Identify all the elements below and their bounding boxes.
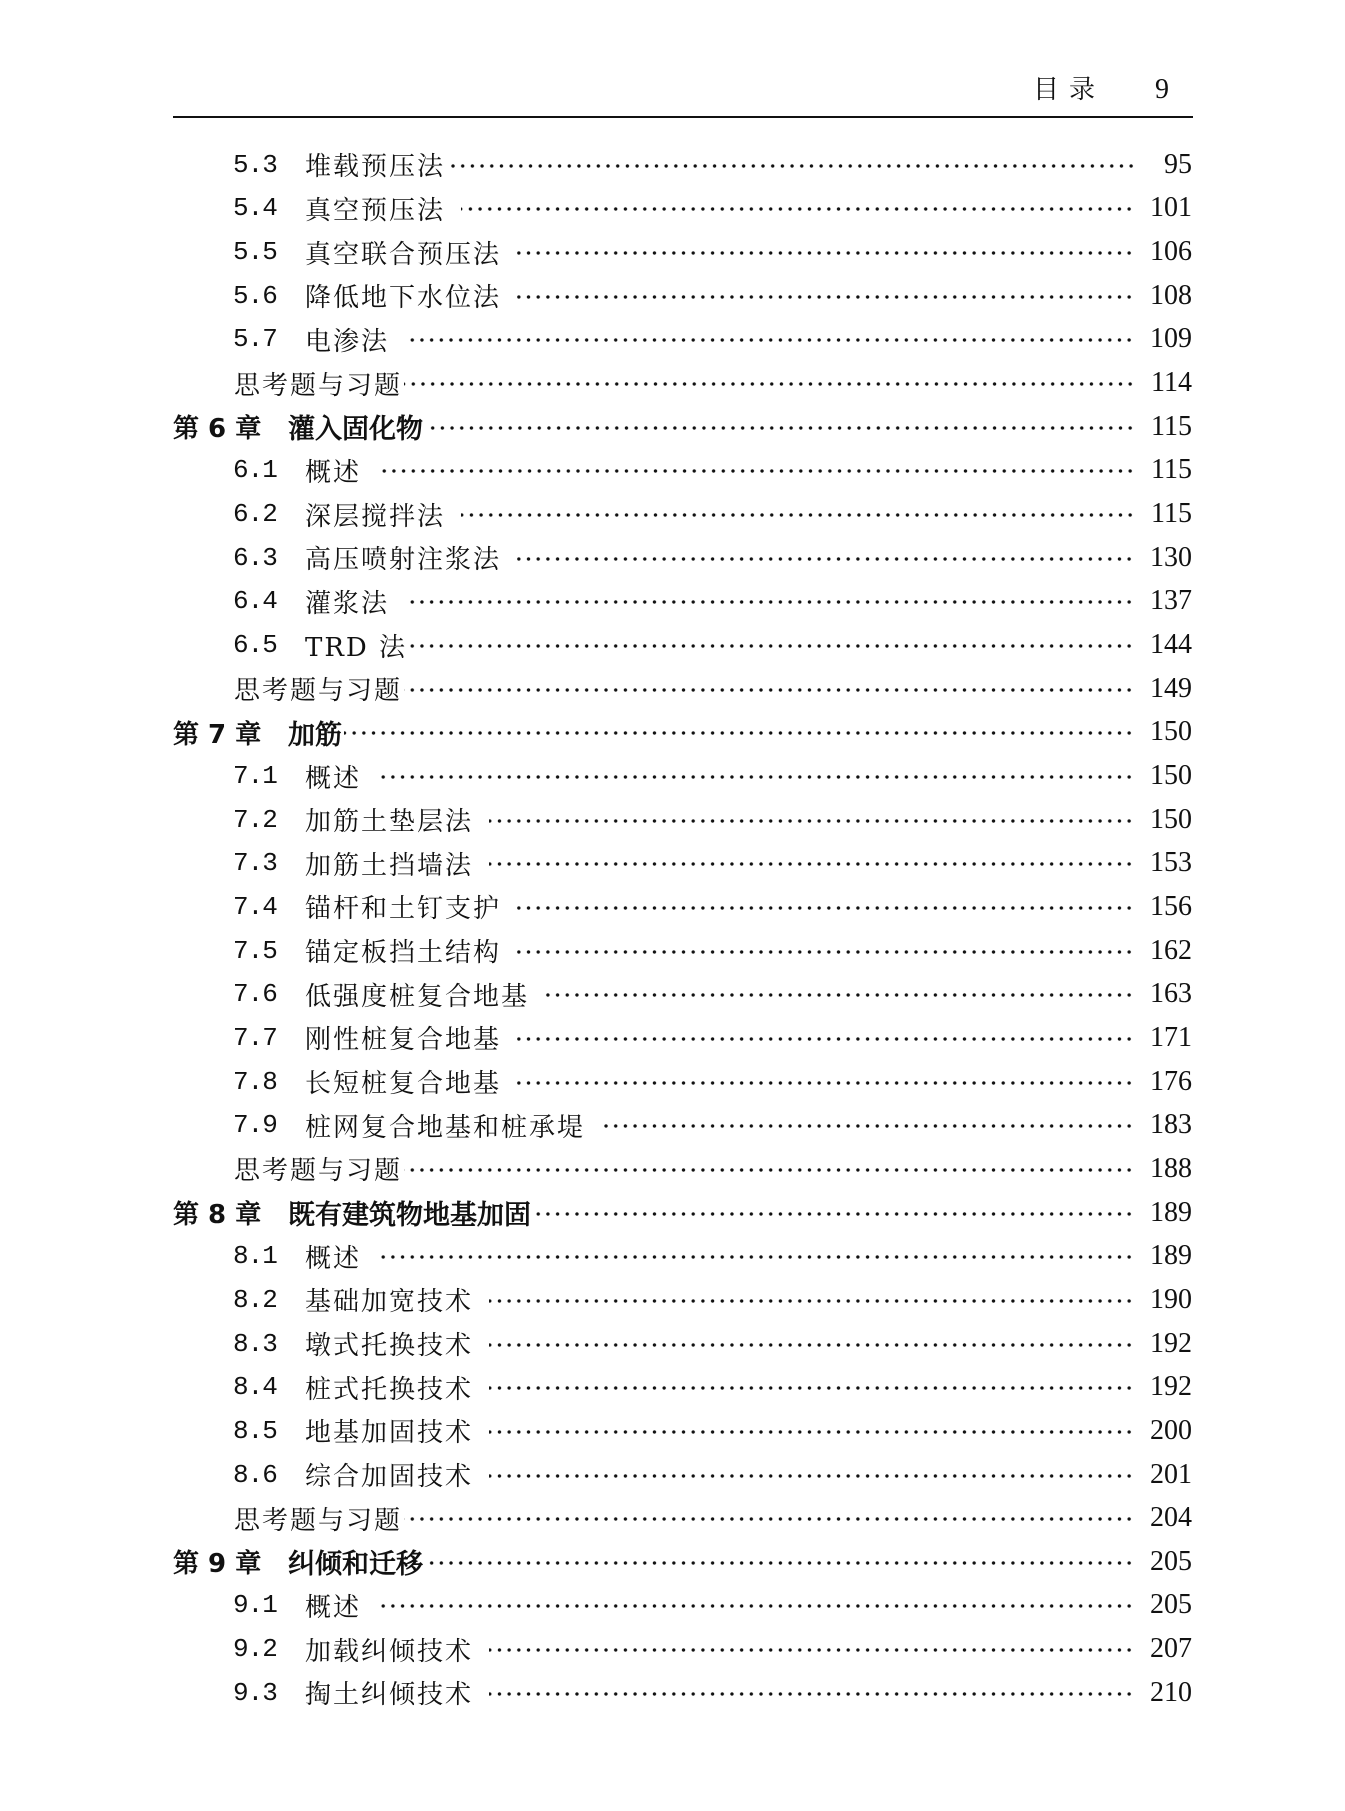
chapter-title: 灌入固化物 [288, 414, 423, 446]
section-number: 6.2 [233, 499, 277, 530]
toc-page-number: 163 [1150, 978, 1192, 1010]
toc-entry-section[interactable] [0, 1234, 1192, 1278]
dot-leader [489, 862, 1134, 866]
toc-entry-section[interactable] [0, 972, 1192, 1016]
section-number: 5.6 [233, 280, 277, 311]
dot-leader [409, 644, 1134, 648]
toc-entry-section[interactable] [0, 274, 1192, 318]
section-title: 墩式托换技术 [305, 1331, 474, 1362]
toc-page-number: 210 [1150, 1676, 1192, 1708]
section-number: 7.3 [233, 848, 277, 879]
dot-leader [517, 1081, 1134, 1085]
dot-leader [489, 1648, 1134, 1652]
toc-entry-section[interactable] [0, 842, 1192, 886]
dot-leader [461, 513, 1135, 517]
dot-leader [489, 1430, 1134, 1434]
toc-entry-section[interactable] [0, 1278, 1192, 1322]
toc-entry-section[interactable] [0, 1016, 1192, 1060]
section-title: 加载纠倾技术 [305, 1636, 474, 1667]
toc-entry-section[interactable] [0, 623, 1192, 667]
toc-page-number: 176 [1150, 1065, 1192, 1097]
section-number: 5.4 [233, 193, 277, 224]
section-title: 刚性桩复合地基 [305, 1025, 502, 1056]
section-title: 概述 [305, 1592, 362, 1623]
chapter-label: 第 7 章 [173, 719, 262, 750]
toc-entry-section[interactable] [0, 318, 1192, 362]
dot-leader [489, 1692, 1134, 1696]
section-title: 概述 [305, 1243, 362, 1274]
toc-page-number: 115 [1151, 454, 1192, 486]
dot-leader [404, 1168, 1134, 1172]
section-number: 7.8 [233, 1066, 277, 1097]
section-title: 加筋土挡墙法 [305, 850, 474, 881]
dot-leader [405, 338, 1134, 342]
toc-page-number: 130 [1150, 541, 1192, 573]
toc-entry-section[interactable] [0, 1060, 1192, 1104]
dot-leader [377, 775, 1134, 779]
section-number: 7.7 [233, 1022, 277, 1053]
section-title: 高压喷射注浆法 [305, 545, 502, 576]
section-title: 桩网复合地基和桩承堤 [305, 1112, 586, 1143]
section-number: 6.3 [233, 542, 277, 573]
toc-entry-section[interactable] [0, 885, 1192, 929]
toc-entry-section[interactable] [0, 230, 1192, 274]
toc-page-number: 150 [1150, 760, 1192, 792]
toc-entry-section[interactable] [0, 449, 1192, 493]
section-number: 7.5 [233, 935, 277, 966]
section-title: 降低地下水位法 [305, 283, 502, 314]
section-number: 6.4 [233, 586, 277, 617]
dot-leader [344, 731, 1134, 735]
toc-page-number: 205 [1150, 1589, 1192, 1621]
toc-page-number: 150 [1150, 803, 1192, 835]
section-title: 电渗法 [305, 326, 390, 357]
chapter-title: 纠倾和迁移 [288, 1549, 423, 1581]
dot-leader [377, 469, 1135, 473]
section-number: 8.5 [233, 1415, 277, 1446]
toc-entry-chapter[interactable] [0, 1191, 1192, 1235]
toc-page-number: 200 [1150, 1414, 1192, 1446]
toc-page-number: 150 [1150, 716, 1192, 748]
header-rule [173, 116, 1193, 118]
exercises-title: 思考题与习题 [234, 1505, 403, 1536]
section-title: 锚杆和土钉支护 [305, 894, 502, 925]
toc-page-number: 137 [1150, 585, 1192, 617]
exercises-title: 思考题与习题 [234, 1156, 403, 1187]
toc-entry-section[interactable] [0, 1103, 1192, 1147]
toc-page-number: 183 [1150, 1109, 1192, 1141]
section-number: 9.2 [233, 1634, 277, 1665]
dot-leader [517, 950, 1134, 954]
toc-page-number: 189 [1150, 1240, 1192, 1272]
section-title: 真空预压法 [305, 195, 446, 226]
toc-page-number: 190 [1150, 1283, 1192, 1315]
section-title: 桩式托换技术 [305, 1374, 474, 1405]
toc-page-number: 153 [1150, 847, 1192, 879]
section-title: 加筋土垫层法 [305, 807, 474, 838]
section-number: 6.1 [233, 455, 277, 486]
toc-entry-section[interactable] [0, 492, 1192, 536]
chapter-label: 第 8 章 [173, 1200, 262, 1231]
section-title: 深层搅拌法 [305, 501, 446, 532]
toc-page-number: 149 [1150, 672, 1192, 704]
section-title: 长短桩复合地基 [305, 1069, 502, 1100]
toc-page-number: 156 [1150, 890, 1192, 922]
dot-leader [489, 1386, 1134, 1390]
toc-page-number: 201 [1150, 1458, 1192, 1490]
dot-leader [545, 993, 1134, 997]
exercises-title: 思考题与习题 [234, 676, 403, 707]
toc-page-number: 162 [1150, 934, 1192, 966]
dot-leader [461, 207, 1134, 211]
toc-page-number: 192 [1150, 1371, 1192, 1403]
section-title: 锚定板挡土结构 [305, 938, 502, 969]
toc-entry-chapter[interactable] [0, 711, 1192, 755]
section-number: 8.6 [233, 1459, 277, 1490]
dot-leader [489, 819, 1134, 823]
toc-page-number: 205 [1150, 1545, 1192, 1577]
chapter-title: 加筋 [288, 719, 342, 751]
dot-leader [404, 1517, 1134, 1521]
toc-page-number: 207 [1150, 1633, 1192, 1665]
toc-page-number: 115 [1151, 498, 1192, 530]
toc-page-number: 188 [1150, 1152, 1192, 1184]
chapter-label: 第 9 章 [173, 1549, 262, 1580]
toc-entry-section[interactable] [0, 187, 1192, 231]
section-number: 8.4 [233, 1372, 277, 1403]
chapter-title: 既有建筑物地基加固 [288, 1200, 531, 1232]
section-title: 综合加固技术 [305, 1462, 474, 1493]
dot-leader [404, 382, 1135, 386]
toc-entry-section[interactable] [0, 536, 1192, 580]
toc-page-number: 101 [1150, 192, 1192, 224]
exercises-title: 思考题与习题 [234, 370, 403, 401]
dot-leader [425, 1561, 1134, 1565]
section-title: 基础加宽技术 [305, 1287, 474, 1318]
section-number: 7.6 [233, 979, 277, 1010]
toc-page-number: 144 [1150, 629, 1192, 661]
section-number: 9.3 [233, 1677, 277, 1708]
running-head-title: 目录 [1032, 75, 1105, 105]
chapter-label: 第 6 章 [173, 414, 262, 445]
toc-entry-chapter[interactable] [0, 405, 1192, 449]
toc-entry-section[interactable] [0, 798, 1192, 842]
toc-entry-section[interactable] [0, 1671, 1192, 1715]
dot-leader [517, 557, 1134, 561]
toc-page-number: 192 [1150, 1327, 1192, 1359]
dot-leader [533, 1212, 1134, 1216]
dot-leader [517, 1037, 1134, 1041]
section-number: 8.1 [233, 1241, 277, 1272]
toc-page-number: 115 [1151, 410, 1192, 442]
section-number: 7.4 [233, 891, 277, 922]
dot-leader [517, 251, 1134, 255]
dot-leader [377, 1255, 1134, 1259]
toc-entry-section[interactable] [0, 1627, 1192, 1671]
toc-page-number: 109 [1150, 323, 1192, 355]
section-number: 7.1 [233, 761, 277, 792]
section-title: 真空联合预压法 [305, 239, 502, 270]
section-number: 8.2 [233, 1284, 277, 1315]
dot-leader [601, 1124, 1134, 1128]
toc-page-number: 171 [1150, 1021, 1192, 1053]
toc-page-number: 106 [1150, 236, 1192, 268]
toc-entry-section[interactable] [0, 1584, 1192, 1628]
section-title: 地基加固技术 [305, 1418, 474, 1449]
section-number: 5.5 [233, 237, 277, 268]
section-number: 8.3 [233, 1328, 277, 1359]
section-number: 7.9 [233, 1110, 277, 1141]
dot-leader [489, 1474, 1134, 1478]
table-of-contents [0, 143, 1345, 1715]
section-title: 概述 [305, 457, 362, 488]
section-title: 低强度桩复合地基 [305, 981, 530, 1012]
toc-entry-exercise[interactable] [0, 1147, 1192, 1191]
toc-entry-exercise[interactable] [0, 361, 1192, 405]
section-number: 7.2 [233, 804, 277, 835]
section-title: 掏土纠倾技术 [305, 1680, 474, 1711]
page-number: 9 [1155, 74, 1169, 105]
toc-page-number: 108 [1150, 279, 1192, 311]
toc-entry-section[interactable] [0, 1365, 1192, 1409]
dot-leader [405, 600, 1134, 604]
dot-leader [425, 426, 1135, 430]
running-head [0, 70, 1193, 110]
dot-leader [489, 1299, 1134, 1303]
toc-entry-section[interactable] [0, 929, 1192, 973]
toc-entry-section[interactable] [0, 143, 1192, 187]
dot-leader [447, 164, 1136, 168]
toc-entry-exercise[interactable] [0, 1496, 1192, 1540]
section-number: 9.1 [233, 1590, 277, 1621]
toc-entry-section[interactable] [0, 1453, 1192, 1497]
toc-entry-section[interactable] [0, 1322, 1192, 1366]
section-number: 5.7 [233, 324, 277, 355]
toc-page-number: 114 [1151, 367, 1192, 399]
section-number: 5.3 [233, 149, 277, 180]
dot-leader [377, 1604, 1134, 1608]
dot-leader [517, 906, 1134, 910]
section-title: 堆载预压法 [305, 152, 446, 183]
toc-entry-section[interactable] [0, 1409, 1192, 1453]
dot-leader [489, 1343, 1134, 1347]
toc-entry-chapter[interactable] [0, 1540, 1192, 1584]
toc-page-number: 95 [1164, 148, 1192, 180]
section-number: 6.5 [233, 630, 277, 661]
section-title: 灌浆法 [305, 588, 390, 619]
toc-entry-section[interactable] [0, 580, 1192, 624]
section-title: 概述 [305, 763, 362, 794]
dot-leader [404, 688, 1134, 692]
toc-page-number: 204 [1150, 1502, 1192, 1534]
toc-page-number: 189 [1150, 1196, 1192, 1228]
toc-entry-exercise[interactable] [0, 667, 1192, 711]
dot-leader [517, 295, 1134, 299]
toc-entry-section[interactable] [0, 754, 1192, 798]
section-title: TRD 法 [305, 632, 408, 663]
